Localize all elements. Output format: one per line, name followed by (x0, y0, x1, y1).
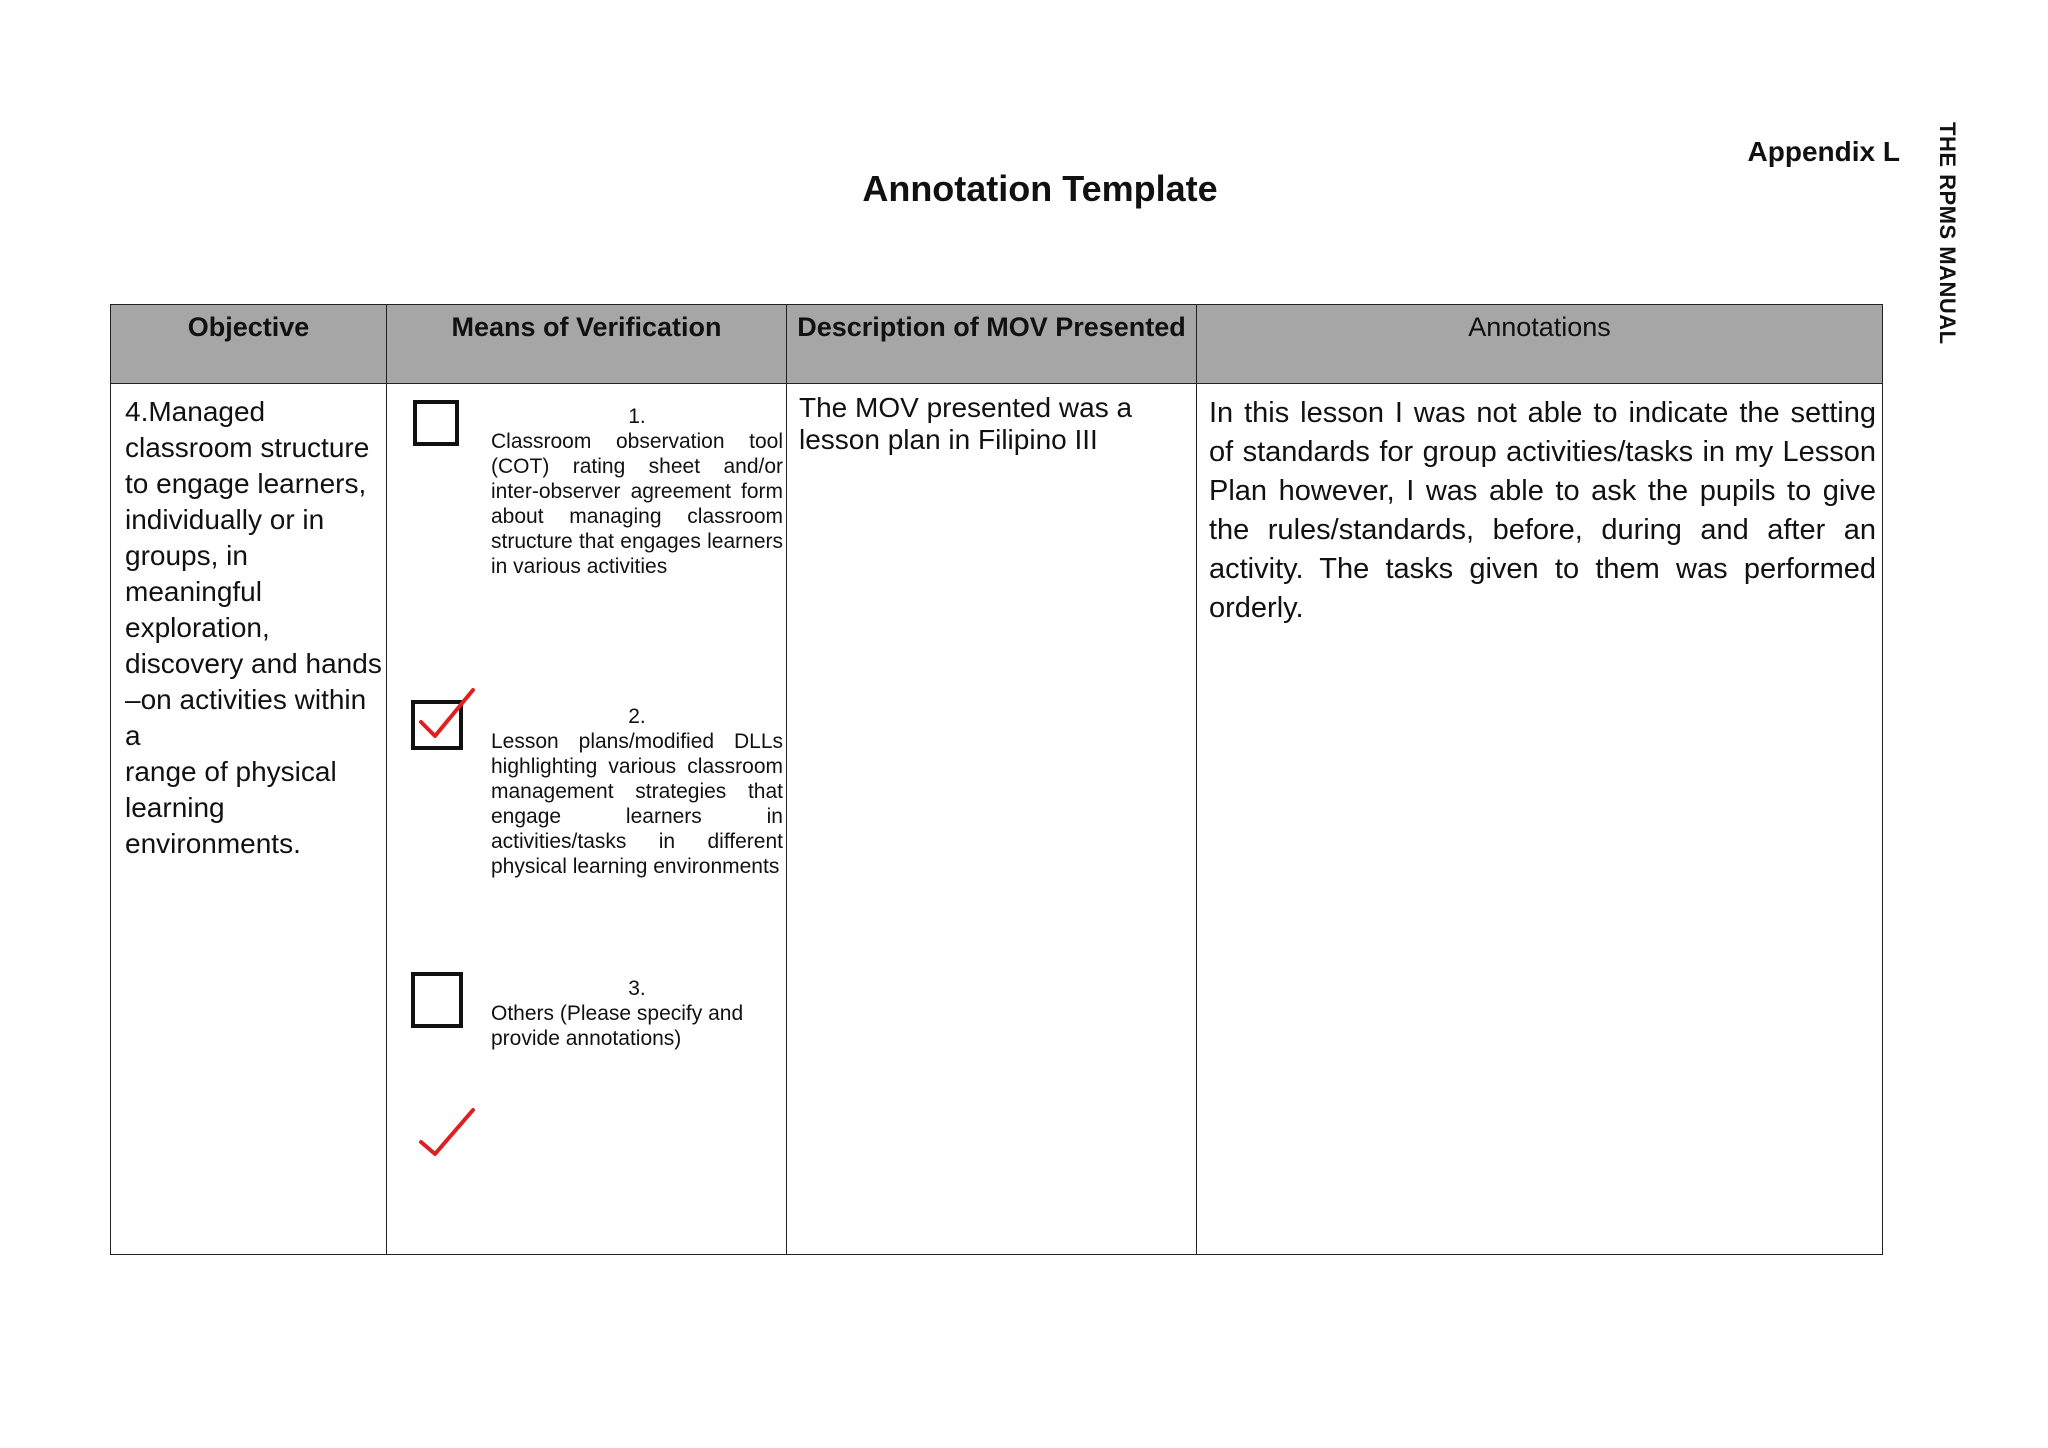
mov-item-text: Classroom observation tool (COT) rating sheet and/or inter-observer agreement form about managing classroom structure that engages learners in various activities (491, 430, 783, 578)
table-row (111, 384, 1883, 1255)
objective-cell (111, 384, 387, 1255)
objective-text: 4.Managed classroom structure to engage learners, individually or in groups, in meaningful exploration, discovery and hands –on activities within a range of physical learning environments. (125, 396, 382, 859)
mov-item-classroom-observation (491, 404, 783, 579)
mov-description-text: The MOV presented was a lesson plan in Filipino III (799, 392, 1133, 455)
mov-item-others (491, 976, 783, 1051)
header-objective: Objective (111, 305, 387, 384)
mov-item-number: 3. (628, 977, 646, 1000)
means-of-verification-cell (387, 384, 787, 1255)
mov-item-text: Others (Please specify and provide annotations) (491, 1002, 744, 1050)
annotations-text: In this lesson I was not able to indicate the setting of standards for group activities/tasks in my Lesson Plan however, I was able to ask the pupils to give the rules/standards, before, during and after an activity. The tasks given to them was performed orderly. (1209, 397, 1876, 624)
mov-item-number: 1. (628, 405, 646, 428)
header-description-of-mov: Description of MOV Presented (787, 305, 1197, 384)
checkbox-classroom-observation[interactable] (413, 400, 459, 446)
annotation-table (110, 304, 1883, 1255)
check-mark-icon (411, 684, 481, 750)
table-header-row (111, 305, 1883, 384)
appendix-label: Appendix L (1747, 136, 1900, 167)
header-annotations: Annotations (1197, 305, 1883, 384)
mov-item-number: 2. (628, 705, 646, 728)
header-means-of-verification: Means of Verification (387, 305, 787, 384)
annotations-cell (1197, 384, 1883, 1255)
checkbox-others[interactable] (411, 972, 463, 1028)
check-mark-icon (413, 1102, 483, 1166)
page-title: Annotation Template (862, 168, 1218, 209)
description-cell (787, 384, 1197, 1255)
mov-item-text: Lesson plans/modified DLLs highlighting various classroom management strategies that engage learners in activities/tasks in different physical learning environments (491, 730, 783, 878)
mov-item-lesson-plans (491, 704, 783, 879)
manual-side-label: THE RPMS MANUAL (1935, 122, 1960, 345)
